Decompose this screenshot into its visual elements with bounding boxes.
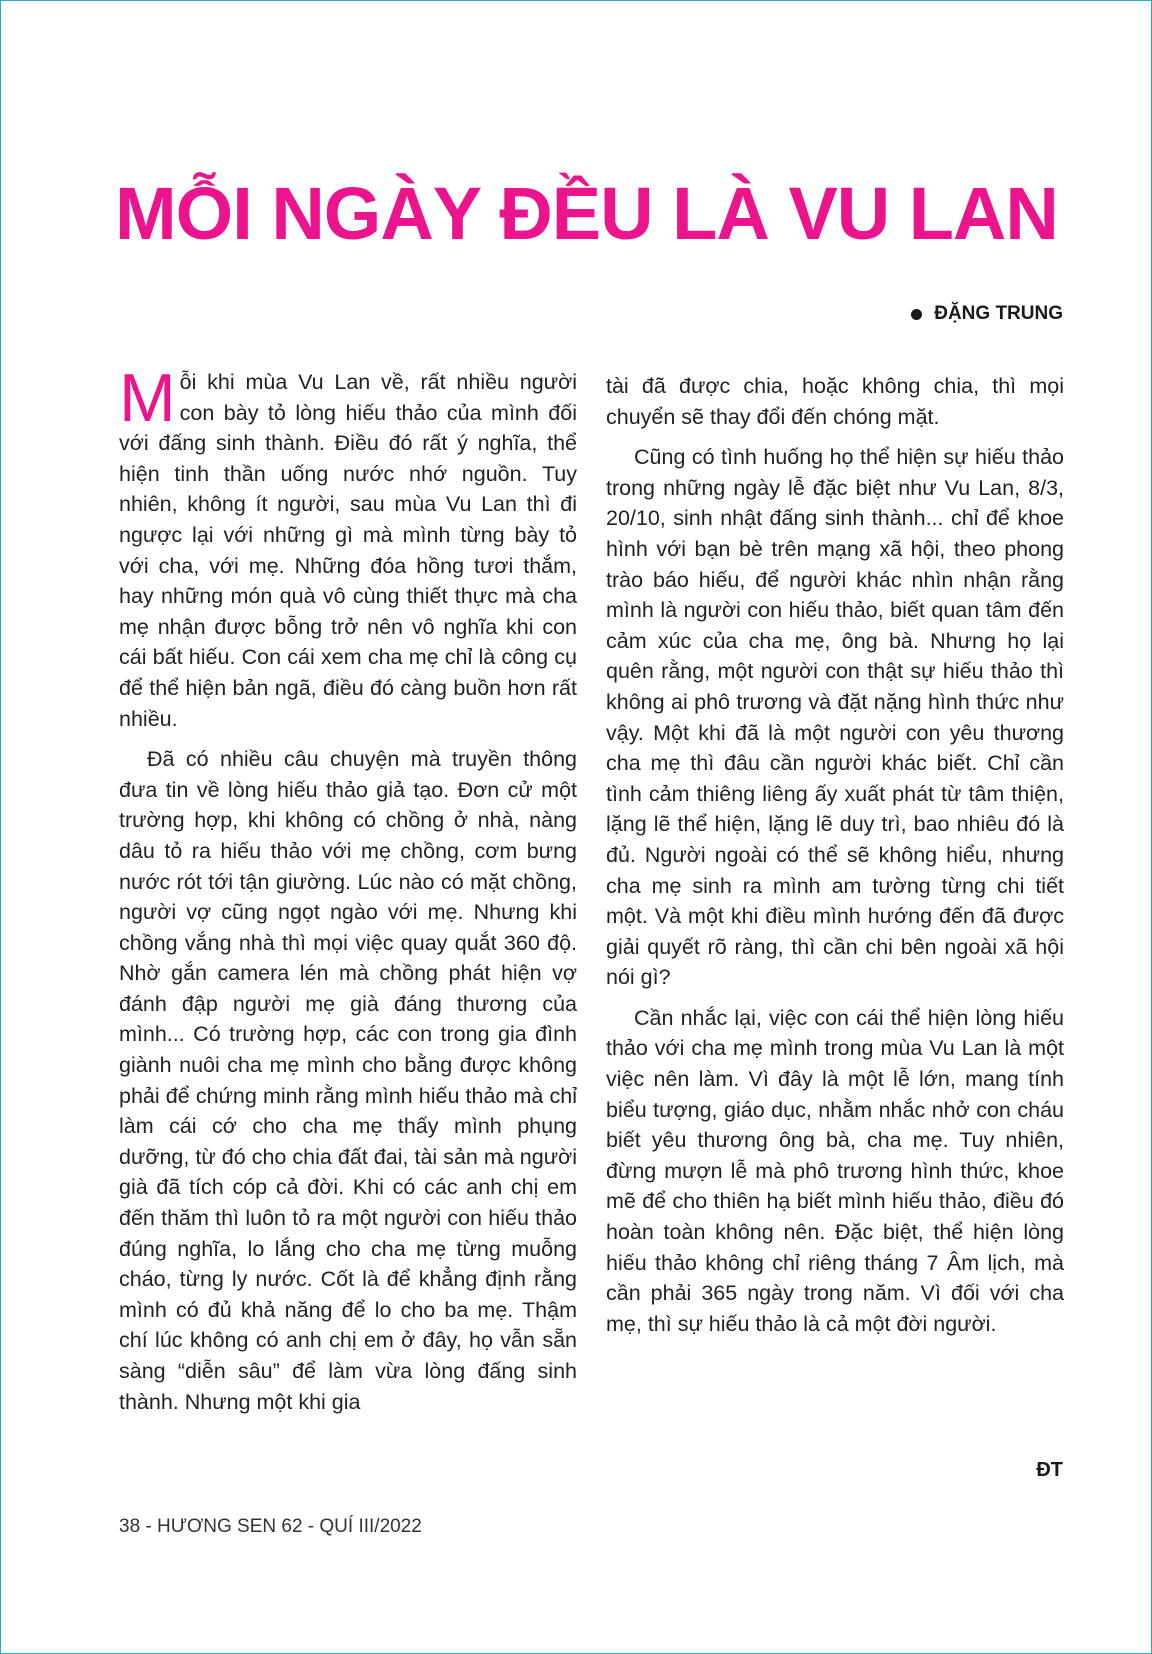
author-signoff: ĐT [1036,1459,1063,1481]
paragraph-1 [119,360,577,734]
article-title: MỖI NGÀY ĐỀU LÀ VU LAN [115,172,1058,255]
paragraph-2: Đã có nhiều câu chuyện mà truyền thông đưa tin về lòng hiếu thảo giả tạo. Đơn cử một trường hợp, khi không có chồng ở nhà, nàng dâu tỏ ra hiếu thảo với mẹ chồng, cơm bưng nước rót tới tận giường. Lúc nào có mặt chồng, người vợ cũng ngọt ngào với mẹ. Nhưng khi chồng vắng nhà thì mọi việc quay quắt 360 độ. Nhờ gắn camera lén mà chồng phát hiện vợ đánh đập người mẹ già đáng thương của mình... Có trường hợp, các con trong gia đình giành nuôi cha mẹ mình cho bằng được không phải để chứng minh rằng mình hiếu thảo mà chỉ làm cái cớ cho cha mẹ thấy mình phụng dưỡng, từ đó cho chia đất đai, tài sản mà người già đã tích cóp cả đời. Khi có các anh chị em đến thăm thì luôn tỏ ra một người con hiếu thảo đúng nghĩa, lo lắng cho cha mẹ từng muỗng cháo, từng ly nước. Cốt là để khẳng định rằng mình có đủ khả năng để lo cho ba mẹ. Thậm chí lúc không có anh chị em ở đây, họ vẫn sẵn sàng “diễn sâu” để làm vừa lòng đấng sinh thành. Nhưng một khi gia [119,747,577,1414]
article-column-left [119,360,577,1427]
article-column-right [606,371,1064,1349]
paragraph-1-text: ỗi khi mùa Vu Lan về, rất nhiều người con bày tỏ lòng hiếu thảo của mình đối với đấng sinh thành. Điều đó rất ý nghĩa, thể hiện tinh thần uống nước nhớ nguồn. Tuy nhiên, không ít người, sau mùa Vu Lan thì đi ngược lại với những gì mà mình từng bày tỏ với cha, với mẹ. Những đóa hồng tươi thắm, hay những món quà vô cùng thiết thực mà cha mẹ nhận được bỗng trở nên vô nghĩa khi con cái bất hiếu. Con cái xem cha mẹ chỉ là công cụ để thể hiện bản ngã, điều đó càng buồn hơn rất nhiều. [119,370,577,731]
paragraph-3: Cũng có tình huống họ thể hiện sự hiếu thảo trong những ngày lễ đặc biệt như Vu Lan, 8/3, 20/10, sinh nhật đấng sinh thành... chỉ để khoe hình với bạn bè trên mạng xã hội, theo phong trào báo hiếu, để người khác nhìn nhận rằng mình là người con hiếu thảo, biết quan tâm đến cảm xúc của cha mẹ, ông bà. Nhưng họ lại quên rằng, một người con thật sự hiếu thảo thì không ai phô trương và đặt nặng hình thức như vậy. Một khi đã là một người con yêu thương cha mẹ thì đâu cần người khác biết. Chỉ cần tình cảm thiêng liêng ấy xuất phát từ tâm thiện, lặng lẽ thể hiện, lặng lẽ duy trì, bao nhiêu đó là đủ. Người ngoài có thể sẽ không hiểu, nhưng cha mẹ sinh ra mình am tường từng chi tiết một. Và một khi điều mình hướng đến đã được giải quyết rõ ràng, thì cần chi bên ngoài xã hội nói gì? [606,445,1064,990]
author-name: ĐẶNG TRUNG [934,303,1063,324]
page-footer: 38 - HƯƠNG SEN 62 - QUÍ III/2022 [119,1516,422,1537]
paragraph-4: Cần nhắc lại, việc con cái thể hiện lòng hiếu thảo với cha mẹ mình trong mùa Vu Lan là một việc nên làm. Vì đây là một lễ lớn, mang tính biểu tượng, giáo dục, nhằm nhắc nhở con cháu biết yêu thương ông bà, cha mẹ. Tuy nhiên, đừng mượn lễ mà phô trương hình thức, khoe mẽ để cho thiên hạ biết mình hiếu thảo, điều đó hoàn toàn không nên. Đặc biệt, thể hiện lòng hiếu thảo không chỉ riêng tháng 7 Âm lịch, mà cần phải 365 ngày trong năm. Vì đối với cha mẹ, thì sự hiếu thảo là cả một đời người. [606,1005,1064,1336]
paragraph-2-continued: tài đã được chia, hoặc không chia, thì mọi chuyển sẽ thay đổi đến chóng mặt. [606,374,1064,429]
drop-cap: M [119,360,176,436]
author-byline [911,303,1063,325]
bullet-dot-icon [911,309,922,320]
